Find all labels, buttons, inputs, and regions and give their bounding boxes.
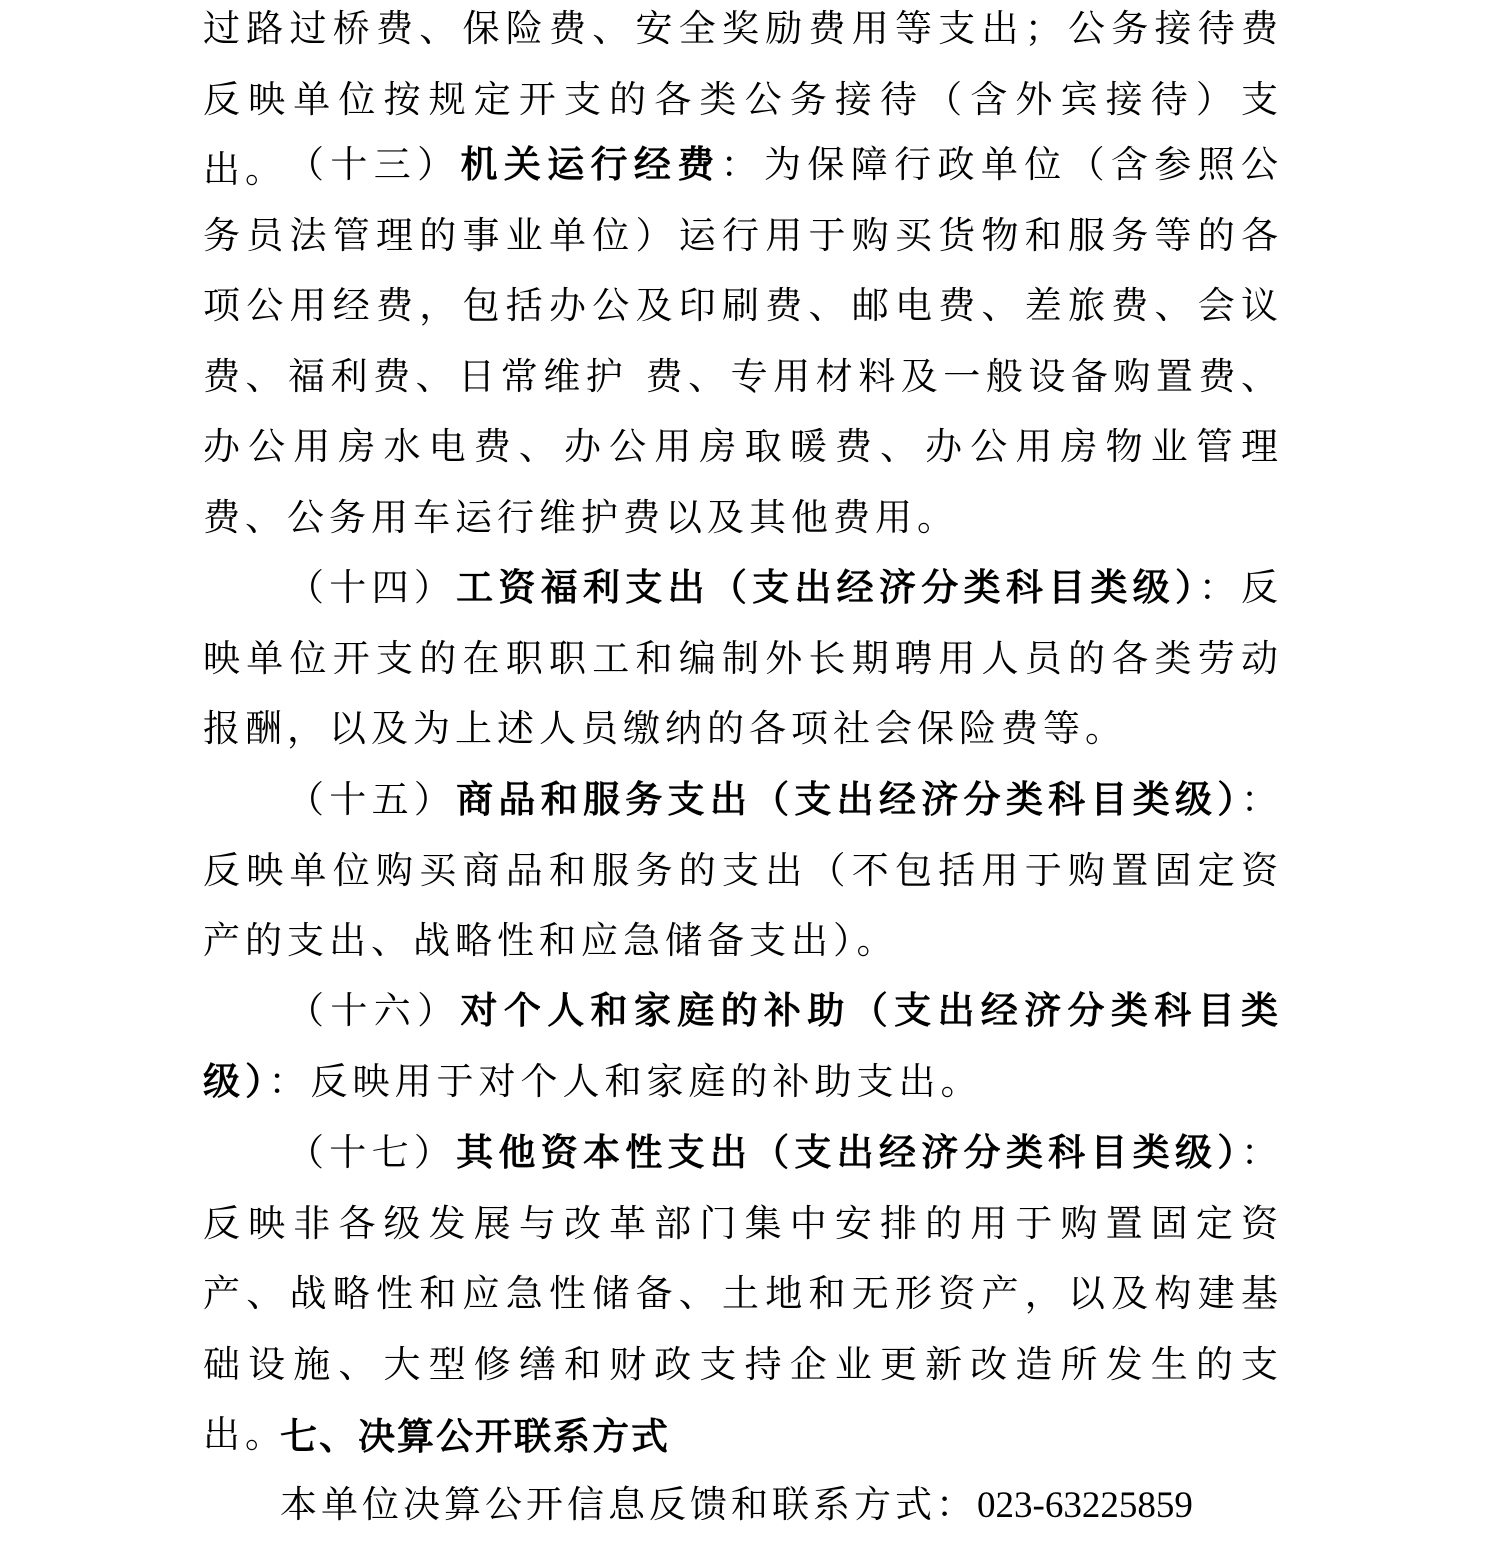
item-15-term: 商品和服务支出（支出经济分类科目类级） xyxy=(456,778,1242,821)
item-14-term: 工资福利支出（支出经济分类科目类级） xyxy=(456,566,1199,609)
item-15-body: ：反映单位购买商品和服务的支出（不包括用于购置固定资产的支出、战略性和应急储备支出）。 xyxy=(203,778,1284,962)
paragraph-continuation: 过路过桥费、保险费、安全奖励费用等支出；公务接待费反映单位按规定开支的各类公务接待（含外宾接待）支出。 xyxy=(203,7,1283,191)
item-17-body: ：反映非各级发展与改革部门集中安排的用于购置固定资产、战略性和应急性储备、土地和无形资产，以及构建基础设施、大型修缮和财政支持企业更新改造所发生的支出。 xyxy=(203,1131,1284,1456)
paragraph-item-16 xyxy=(203,976,1283,1117)
item-17-number: （十七） xyxy=(287,1131,457,1174)
contact-phone: 023-63225859 xyxy=(977,1485,1193,1526)
contact-label: 本单位决算公开信息反馈和联系方式： xyxy=(280,1483,977,1526)
item-16-term: 对个人和家庭的补助（支出经济分类科目类级） xyxy=(203,989,1284,1103)
contact-line xyxy=(280,1470,1193,1541)
item-14-body: ：反映单位开支的在职职工和编制外长期聘用人员的各类劳动报酬，以及为上述人员缴纳的各项社会保险费等。 xyxy=(203,566,1284,750)
item-17-term: 其他资本性支出（支出经济分类科目类级） xyxy=(456,1131,1242,1174)
paragraph-item-14 xyxy=(203,553,1283,765)
paragraph-item-15 xyxy=(203,765,1283,977)
item-13-term: 机关运行经费 xyxy=(460,143,721,186)
item-14-number: （十四） xyxy=(287,566,457,609)
item-13-body: ：为保障行政单位（含参照公务员法管理的事业单位）运行用于购买货物和服务等的各项公用经费，包括办公及印刷费、邮电费、差旅费、会议费、福利费、日常维护 费、专用材料及一般设备购置费、办公用房水电费、办公用房取暖费、办公用房物业管理费、公务用车运行维护费以及其他费用。 xyxy=(203,143,1284,539)
item-15-number: （十五） xyxy=(287,778,457,821)
item-16-number: （十六） xyxy=(287,989,461,1032)
item-16-body: ：反映用于对个人和家庭的补助支出。 xyxy=(268,1059,983,1103)
section-heading: 七、决算公开联系方式 xyxy=(280,1415,670,1458)
item-13-number: （十三） xyxy=(287,143,461,186)
paragraph-item-13 xyxy=(203,130,1283,553)
